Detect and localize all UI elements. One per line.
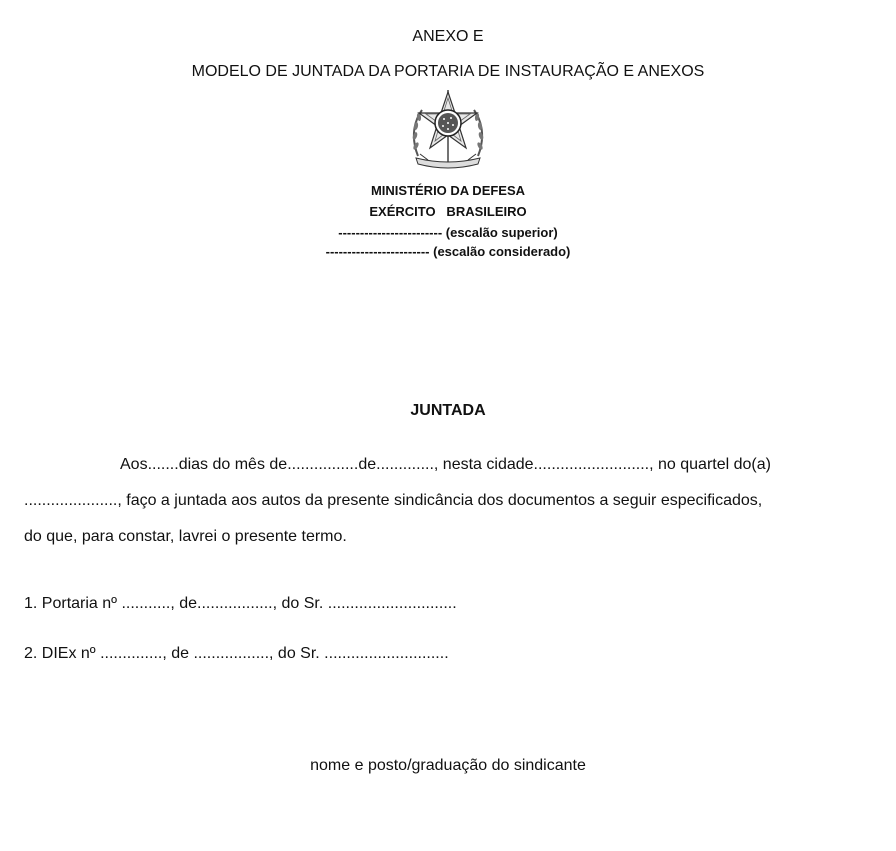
army-name: EXÉRCITO BRASILEIRO [369,204,527,219]
annex-title: ANEXO E [412,28,484,45]
coat-of-arms-icon [408,86,488,170]
document-heading: JUNTADA [410,402,486,419]
paragraph-line-1-text: Aos.......dias do mês de................de............., nesta cidade.........................., no quartel do(a) [120,456,771,473]
superior-echelon-line: ------------------------ (escalão superior) [338,225,558,240]
list-item-portaria: 1. Portaria nº ..........., de................., do Sr. ............................. [24,595,457,612]
model-title: MODELO DE JUNTADA DA PORTARIA DE INSTAURAÇÃO E ANEXOS [191,63,705,80]
ministry-name: MINISTÉRIO DA DEFESA [370,183,526,198]
paragraph-line-3: do que, para constar, lavrei o presente termo. [24,528,347,545]
considered-echelon-line: ------------------------ (escalão considerado) [325,244,571,259]
paragraph-line-1 [24,456,874,474]
list-item-diex: 2. DIEx nº .............., de ................., do Sr. ............................ [24,645,449,662]
paragraph-line-2: ....................., faço a juntada aos autos da presente sindicância dos documentos a seguir especificados, [24,492,763,509]
signature-line: nome e posto/graduação do sindicante [310,757,586,774]
